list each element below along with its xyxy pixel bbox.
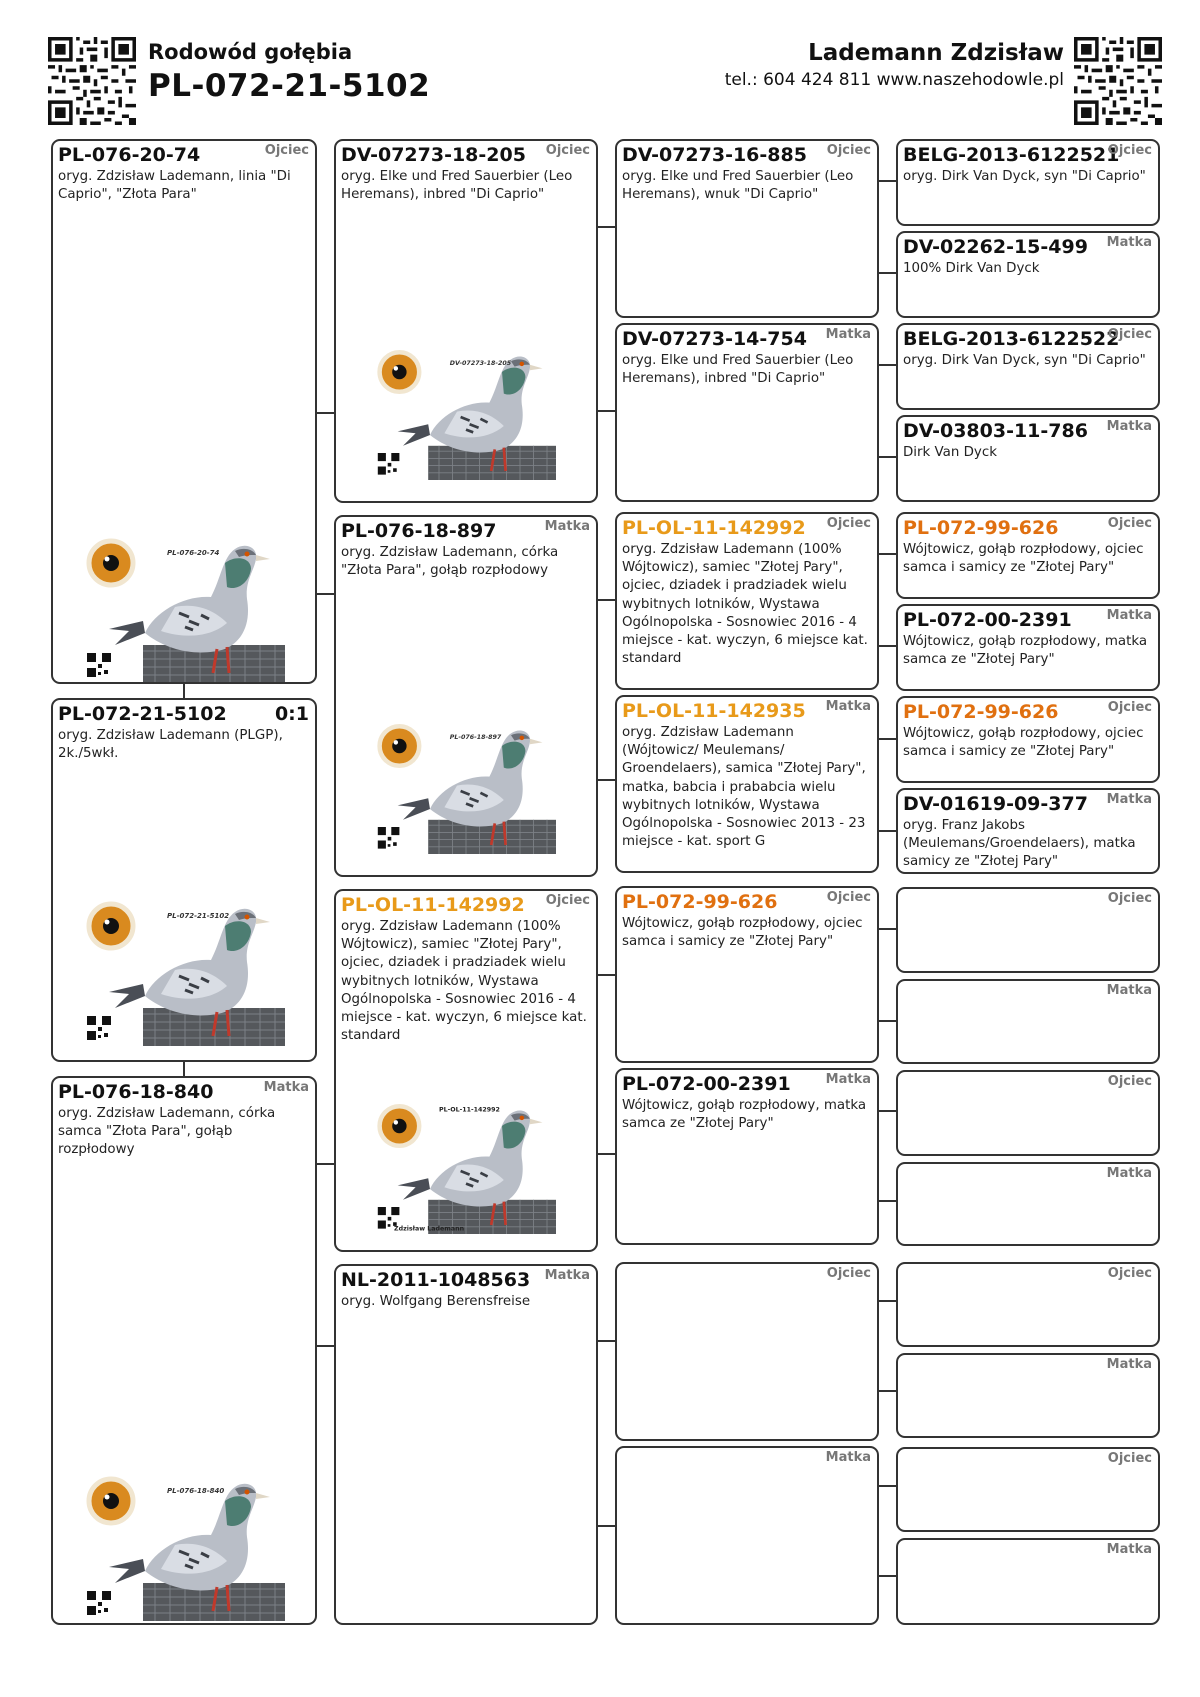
qr-code-icon bbox=[48, 37, 136, 125]
description: oryg. Elke und Fred Sauerbier (Leo Heremans), inbred "Di Caprio" bbox=[622, 353, 854, 387]
role-label: Matka bbox=[825, 699, 871, 714]
ring-number: DV-02262-15-499 bbox=[903, 236, 1088, 258]
pigeon-photo bbox=[85, 533, 285, 683]
connector-line bbox=[878, 180, 896, 182]
pigeon-card-gggm-8[interactable] bbox=[896, 1538, 1160, 1625]
description: Wójtowicz, gołąb rozpłodowy, ojciec samca i samicy ze "Złotej Pary" bbox=[903, 726, 1144, 760]
connector-line bbox=[878, 272, 896, 274]
pigeon-card-ggd-4[interactable] bbox=[615, 1446, 879, 1625]
ring-number: BELG-2013-6122521 bbox=[903, 144, 1120, 166]
ring-number: DV-07273-14-754 bbox=[622, 328, 807, 350]
connector-line bbox=[316, 1345, 334, 1347]
role-label: Matka bbox=[825, 1072, 871, 1087]
role-label: Ojciec bbox=[1107, 516, 1152, 531]
pigeon-card-gggm-2[interactable] bbox=[896, 415, 1160, 502]
ring-number: DV-07273-16-885 bbox=[622, 144, 807, 166]
pigeon-card-gggm-5[interactable] bbox=[896, 979, 1160, 1064]
pigeon-card-gggm-1[interactable] bbox=[896, 231, 1160, 318]
pigeon-card-gggm-6[interactable] bbox=[896, 1162, 1160, 1246]
connector-line bbox=[878, 1020, 896, 1022]
pigeon-photo bbox=[371, 1099, 561, 1234]
role-label: Matka bbox=[544, 519, 590, 534]
ring-number: PL-072-99-626 bbox=[622, 891, 778, 913]
description: oryg. Zdzisław Lademann (100% Wójtowicz), samiec "Złotej Pary", ojciec, dziadek i pradziadek wielu wybitnych lotników, Wystawa Ogólnopolska - Sosnowiec 2016 - 4 miejsce - kat. wyczyn, 6 miejsce kat. standard bbox=[341, 919, 587, 1044]
role-label: Matka bbox=[1106, 983, 1152, 998]
role-label: Ojciec bbox=[1107, 1074, 1152, 1089]
role-label: Ojciec bbox=[826, 1266, 871, 1281]
connector-line bbox=[878, 1200, 896, 1202]
ring-number: PL-072-99-626 bbox=[903, 701, 1059, 723]
pigeon-card-ggs-1[interactable] bbox=[615, 139, 879, 318]
pigeon-card-gggp-7[interactable] bbox=[896, 1262, 1160, 1347]
description: oryg. Elke und Fred Sauerbier (Leo Heremans), wnuk "Di Caprio" bbox=[622, 169, 854, 203]
connector-line bbox=[878, 645, 896, 647]
pigeon-card-gggp-2[interactable] bbox=[896, 323, 1160, 410]
pigeon-card-ggs-4[interactable] bbox=[615, 1262, 879, 1441]
connector-line bbox=[878, 738, 896, 740]
description: Wójtowicz, gołąb rozpłodowy, ojciec samca i samicy ze "Złotej Pary" bbox=[903, 542, 1144, 576]
connector-line bbox=[878, 1575, 896, 1577]
role-label: Ojciec bbox=[1107, 143, 1152, 158]
owner-contact: tel.: 604 424 811 www.naszehodowle.pl bbox=[724, 70, 1064, 90]
photo-caption: PL-076-20-74 bbox=[167, 549, 220, 557]
role-label: Matka bbox=[1106, 1357, 1152, 1372]
connector-line bbox=[597, 599, 615, 601]
pigeon-card-main[interactable] bbox=[51, 698, 317, 1062]
role-label: Ojciec bbox=[1107, 891, 1152, 906]
pigeon-card-ggd-1[interactable] bbox=[615, 323, 879, 502]
pigeon-card-grandsire-paternal[interactable] bbox=[334, 139, 598, 503]
pigeon-card-gggm-7[interactable] bbox=[896, 1353, 1160, 1438]
pigeon-card-grandsire-maternal[interactable] bbox=[334, 889, 598, 1252]
ring-number: PL-OL-11-142992 bbox=[341, 894, 525, 916]
pigeon-photo bbox=[85, 896, 285, 1046]
connector-line bbox=[878, 1485, 896, 1487]
description: oryg. Dirk Van Dyck, syn "Di Caprio" bbox=[903, 353, 1146, 368]
pigeon-card-ggd-3[interactable] bbox=[615, 1068, 879, 1245]
ring-number: PL-072-99-626 bbox=[903, 517, 1059, 539]
role-label: Ojciec bbox=[264, 143, 309, 158]
description: oryg. Zdzisław Lademann (PLGP), 2k./5wkł. bbox=[58, 728, 283, 762]
ring-number: DV-01619-09-377 bbox=[903, 793, 1088, 815]
role-label: Matka bbox=[1106, 608, 1152, 623]
connector-line bbox=[597, 974, 615, 976]
ring-number: DV-03803-11-786 bbox=[903, 420, 1088, 442]
role-label: Ojciec bbox=[1107, 700, 1152, 715]
pigeon-card-gggp-1[interactable] bbox=[896, 139, 1160, 226]
description: oryg. Zdzisław Lademann (100% Wójtowicz), samiec "Złotej Pary", ojciec, dziadek i pradziadek wielu wybitnych lotników, Wystawa Ogólnopolska - Sosnowiec 2016 - 4 miejsce - kat. wyczyn, 6 miejsce kat. standard bbox=[622, 542, 868, 667]
role-label: Matka bbox=[1106, 792, 1152, 807]
role-label: Matka bbox=[263, 1080, 309, 1095]
role-label: Matka bbox=[1106, 235, 1152, 250]
ring-number: PL-076-20-74 bbox=[58, 144, 201, 166]
description: Wójtowicz, gołąb rozpłodowy, matka samca ze "Złotej Pary" bbox=[622, 1098, 867, 1132]
description: oryg. Zdzisław Lademann, linia "Di Caprio", "Złota Para" bbox=[58, 169, 291, 203]
connector-line bbox=[597, 779, 615, 781]
pigeon-card-sire[interactable] bbox=[51, 139, 317, 684]
ring-number: PL-072-21-5102 bbox=[58, 703, 227, 725]
connector-line bbox=[878, 830, 896, 832]
connector-line bbox=[597, 410, 615, 412]
ring-number: PL-OL-11-142935 bbox=[622, 700, 806, 722]
pigeon-card-ggs-2[interactable] bbox=[615, 512, 879, 690]
role-label: Matka bbox=[825, 327, 871, 342]
pigeon-card-gggm-3[interactable] bbox=[896, 604, 1160, 691]
ring-number: PL-076-18-840 bbox=[58, 1081, 214, 1103]
connector-line bbox=[878, 456, 896, 458]
description: oryg. Zdzisław Lademann, córka "Złota Para", gołąb rozpłodowy bbox=[341, 545, 559, 579]
role-label: Matka bbox=[1106, 1542, 1152, 1557]
document-title: Rodowód gołębia bbox=[148, 40, 353, 64]
connector-line bbox=[316, 412, 334, 414]
description: Wójtowicz, gołąb rozpłodowy, ojciec samca i samicy ze "Złotej Pary" bbox=[622, 916, 863, 950]
pigeon-card-ggd-2[interactable] bbox=[615, 695, 879, 873]
description: 100% Dirk Van Dyck bbox=[903, 261, 1040, 276]
connector-line bbox=[878, 1390, 896, 1392]
pigeon-card-gggp-8[interactable] bbox=[896, 1447, 1160, 1532]
connector-line bbox=[878, 553, 896, 555]
pigeon-card-gggp-6[interactable] bbox=[896, 1070, 1160, 1156]
connector-line bbox=[597, 1153, 615, 1155]
pigeon-card-gggp-4[interactable] bbox=[896, 696, 1160, 783]
pigeon-card-granddam-maternal[interactable] bbox=[334, 1264, 598, 1625]
pigeon-card-gggp-3[interactable] bbox=[896, 512, 1160, 599]
photo-caption: PL-OL-11-142992 bbox=[439, 1106, 500, 1114]
ring-number: PL-OL-11-142992 bbox=[622, 517, 806, 539]
qr-code-icon bbox=[1074, 37, 1162, 125]
description: oryg. Zdzisław Lademann (Wójtowicz/ Meulemans/ Groendelaers), samica "Złotej Pary", matka, babcia i prababcia wielu wybitnych lotników, Wystawa Ogólnopolska - Sosnowiec 2013 - 23 miejsce - kat. sport G bbox=[622, 725, 866, 850]
pigeon-card-dam[interactable] bbox=[51, 1076, 317, 1625]
page-header bbox=[0, 0, 1200, 140]
connector-line bbox=[183, 684, 185, 698]
connector-line bbox=[878, 1110, 896, 1112]
role-label: Ojciec bbox=[545, 143, 590, 158]
photo-caption: PL-072-21-5102 bbox=[167, 912, 230, 920]
photo-caption: DV-07273-18-205 bbox=[449, 359, 512, 367]
role-label: Ojciec bbox=[1107, 327, 1152, 342]
ring-number: NL-2011-1048563 bbox=[341, 1269, 531, 1291]
pigeon-card-granddam-paternal[interactable] bbox=[334, 515, 598, 877]
connector-line bbox=[597, 226, 615, 228]
photo-caption: PL-076-18-897 bbox=[449, 733, 502, 741]
main-ring-number: PL-072-21-5102 bbox=[148, 68, 431, 104]
role-label: Ojciec bbox=[826, 143, 871, 158]
description: Wójtowicz, gołąb rozpłodowy, matka samca ze "Złotej Pary" bbox=[903, 634, 1148, 668]
connector-line bbox=[183, 1062, 185, 1076]
connector-line bbox=[878, 364, 896, 366]
role-label: Ojciec bbox=[545, 893, 590, 908]
connector-line bbox=[597, 1340, 615, 1342]
connector-line bbox=[316, 593, 334, 595]
pigeon-photo bbox=[376, 345, 556, 480]
role-label: Ojciec bbox=[826, 516, 871, 531]
role-label: Ojciec bbox=[1107, 1266, 1152, 1281]
photo-owner: Zdzisław Lademann bbox=[394, 1225, 465, 1233]
role-label: Ojciec bbox=[1107, 1451, 1152, 1466]
description: Dirk Van Dyck bbox=[903, 445, 997, 460]
ring-number: PL-072-00-2391 bbox=[903, 609, 1072, 631]
connector-line bbox=[316, 1163, 334, 1165]
sex-indicator: 0:1 bbox=[274, 703, 309, 725]
role-label: Matka bbox=[1106, 419, 1152, 434]
connector-line bbox=[878, 928, 896, 930]
pigeon-photo bbox=[376, 719, 556, 854]
ring-number: BELG-2013-6122522 bbox=[903, 328, 1120, 350]
pigeon-card-ggs-3[interactable] bbox=[615, 886, 879, 1063]
role-label: Matka bbox=[825, 1450, 871, 1465]
pigeon-card-gggp-5[interactable] bbox=[896, 887, 1160, 973]
pigeon-photo bbox=[85, 1471, 285, 1621]
owner-name: Lademann Zdzisław bbox=[808, 40, 1064, 66]
description: oryg. Franz Jakobs (Meulemans/Groendelaers), matka samicy ze "Złotej Pary" bbox=[903, 818, 1136, 870]
description: oryg. Zdzisław Lademann, córka samca "Złota Para", gołąb rozpłodowy bbox=[58, 1106, 276, 1158]
description: oryg. Elke und Fred Sauerbier (Leo Heremans), inbred "Di Caprio" bbox=[341, 169, 573, 203]
role-label: Matka bbox=[544, 1268, 590, 1283]
description: oryg. Dirk Van Dyck, syn "Di Caprio" bbox=[903, 169, 1146, 184]
ring-number: PL-072-00-2391 bbox=[622, 1073, 791, 1095]
pigeon-card-gggm-4[interactable] bbox=[896, 788, 1160, 874]
connector-line bbox=[597, 1525, 615, 1527]
connector-line bbox=[878, 1300, 896, 1302]
ring-number: PL-076-18-897 bbox=[341, 520, 497, 542]
role-label: Ojciec bbox=[826, 890, 871, 905]
ring-number: DV-07273-18-205 bbox=[341, 144, 526, 166]
description: oryg. Wolfgang Berensfreise bbox=[341, 1294, 531, 1309]
photo-caption: PL-076-18-840 bbox=[167, 1487, 225, 1495]
role-label: Matka bbox=[1106, 1166, 1152, 1181]
